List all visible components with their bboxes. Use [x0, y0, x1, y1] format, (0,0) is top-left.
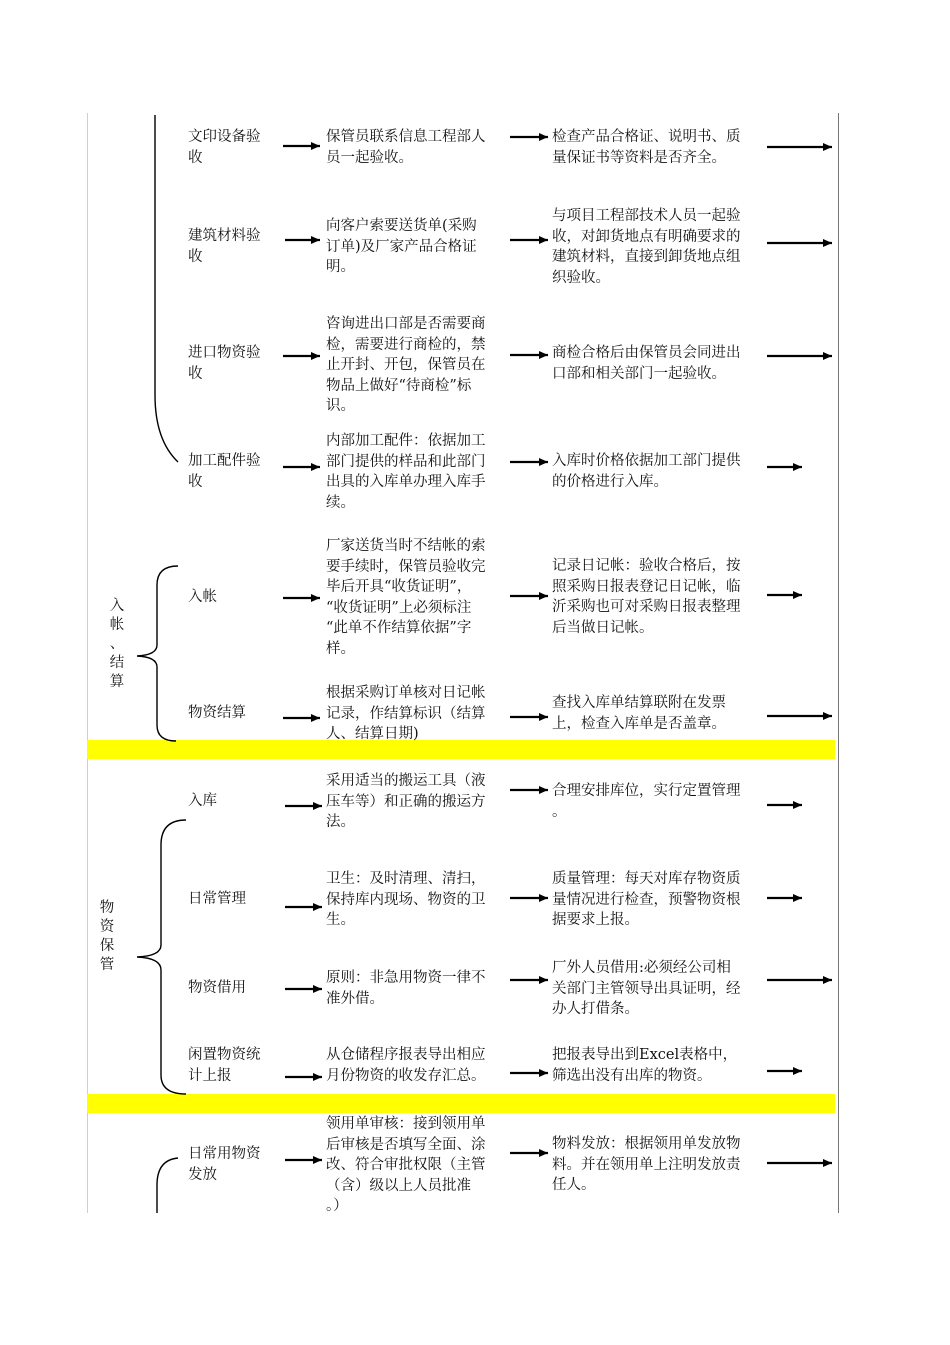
step-two-text: 商检合格后由保管员会同进出 口部和相关部门一起验收。 [552, 345, 741, 382]
item-name: 物资结算 [188, 705, 246, 721]
step-one-text: 采用适当的搬运工具（液 压车等）和正确的搬运方 法。 [326, 773, 486, 830]
group-label-storage: 物 资 保 管 [99, 900, 115, 973]
step-two-text: 合理安排库位，实行定置管理 。 [552, 783, 741, 820]
step-one-text: 根据采购订单核对日记帐 记录，作结算标识（结算 人、结算日期) [326, 685, 486, 742]
group-label-accounting: 入 帐 、 结 算 [109, 598, 125, 690]
step-one-text: 领用单审核：接到领用单 后审核是否填写全面、涂 改、符合审批权限（主管 （含）级以上人员批准 。） [326, 1116, 486, 1214]
step-one-text: 向客户索要送货单(采购 订单)及厂家产品合格证 明。 [326, 218, 477, 275]
item-name: 入帐 [188, 589, 217, 605]
brace-accounting [137, 566, 178, 741]
item-name: 加工配件验 收 [188, 453, 261, 490]
step-two-text: 把报表导出到Excel表格中， 筛选出没有出库的物资。 [552, 1047, 738, 1084]
step-two-text: 质量管理：每天对库存物资质 量情况进行检查，预警物资根 据要求上报。 [552, 871, 741, 928]
step-two-text: 入库时价格依据加工部门提供 的价格进行入库。 [552, 453, 741, 490]
item-name: 日常管理 [188, 891, 246, 907]
brace-receiving [155, 115, 178, 462]
item-name: 物资借用 [188, 980, 246, 996]
step-one-text: 卫生：及时清理、清扫， 保持库内现场、物资的卫 生。 [326, 871, 486, 928]
step-one-text: 从仓储程序报表导出相应 月份物资的收发存汇总。 [326, 1047, 486, 1084]
item-name: 进口物资验 收 [188, 345, 261, 382]
step-one-text: 保管员联系信息工程部人 员一起验收。 [326, 129, 486, 166]
step-one-text: 原则：非急用物资一律不 准外借。 [326, 970, 486, 1007]
item-name: 日常用物资 发放 [188, 1146, 261, 1183]
step-one-text: 咨询进出口部是否需要商 检，需要进行商检的，禁 止开封、开包，保管员在 物品上做好“待商检”标 识。 [326, 316, 486, 414]
step-one-text: 厂家送货当时不结帐的索 要手续时，保管员验收完 毕后开具“收货证明”， “收货证明”上必须标注 “此单不作结算依据”字 样。 [326, 538, 486, 657]
step-two-text: 查找入库单结算联附在发票 上，检查入库单是否盖章。 [552, 695, 726, 732]
brace-storage [137, 820, 186, 1094]
item-name: 文印设备验 收 [188, 129, 261, 166]
step-two-text: 与项目工程部技术人员一起验 收，对卸货地点有明确要求的 建筑材料，直接到卸货地点组 织验收。 [552, 208, 741, 286]
step-two-text: 厂外人员借用:必须经公司相 关部门主管领导出具证明，经 办人打借条。 [552, 960, 741, 1017]
step-two-text: 物料发放：根据领用单发放物 料。并在领用单上注明发放责 任人。 [552, 1136, 741, 1193]
step-two-text: 记录日记帐：验收合格后，按 照采购日报表登记日记帐，临 沂采购也可对采购日报表整理 后当做日记帐。 [552, 558, 741, 636]
item-name: 建筑材料验 收 [188, 228, 261, 265]
item-name: 闲置物资统 计上报 [188, 1047, 261, 1084]
step-one-text: 内部加工配件：依据加工 部门提供的样品和此部门 出具的入库单办理入库手 续。 [326, 433, 486, 511]
brace-issuing [157, 1158, 178, 1213]
item-name: 入库 [188, 793, 217, 809]
step-two-text: 检查产品合格证、说明书、质 量保证书等资料是否齐全。 [552, 129, 741, 166]
